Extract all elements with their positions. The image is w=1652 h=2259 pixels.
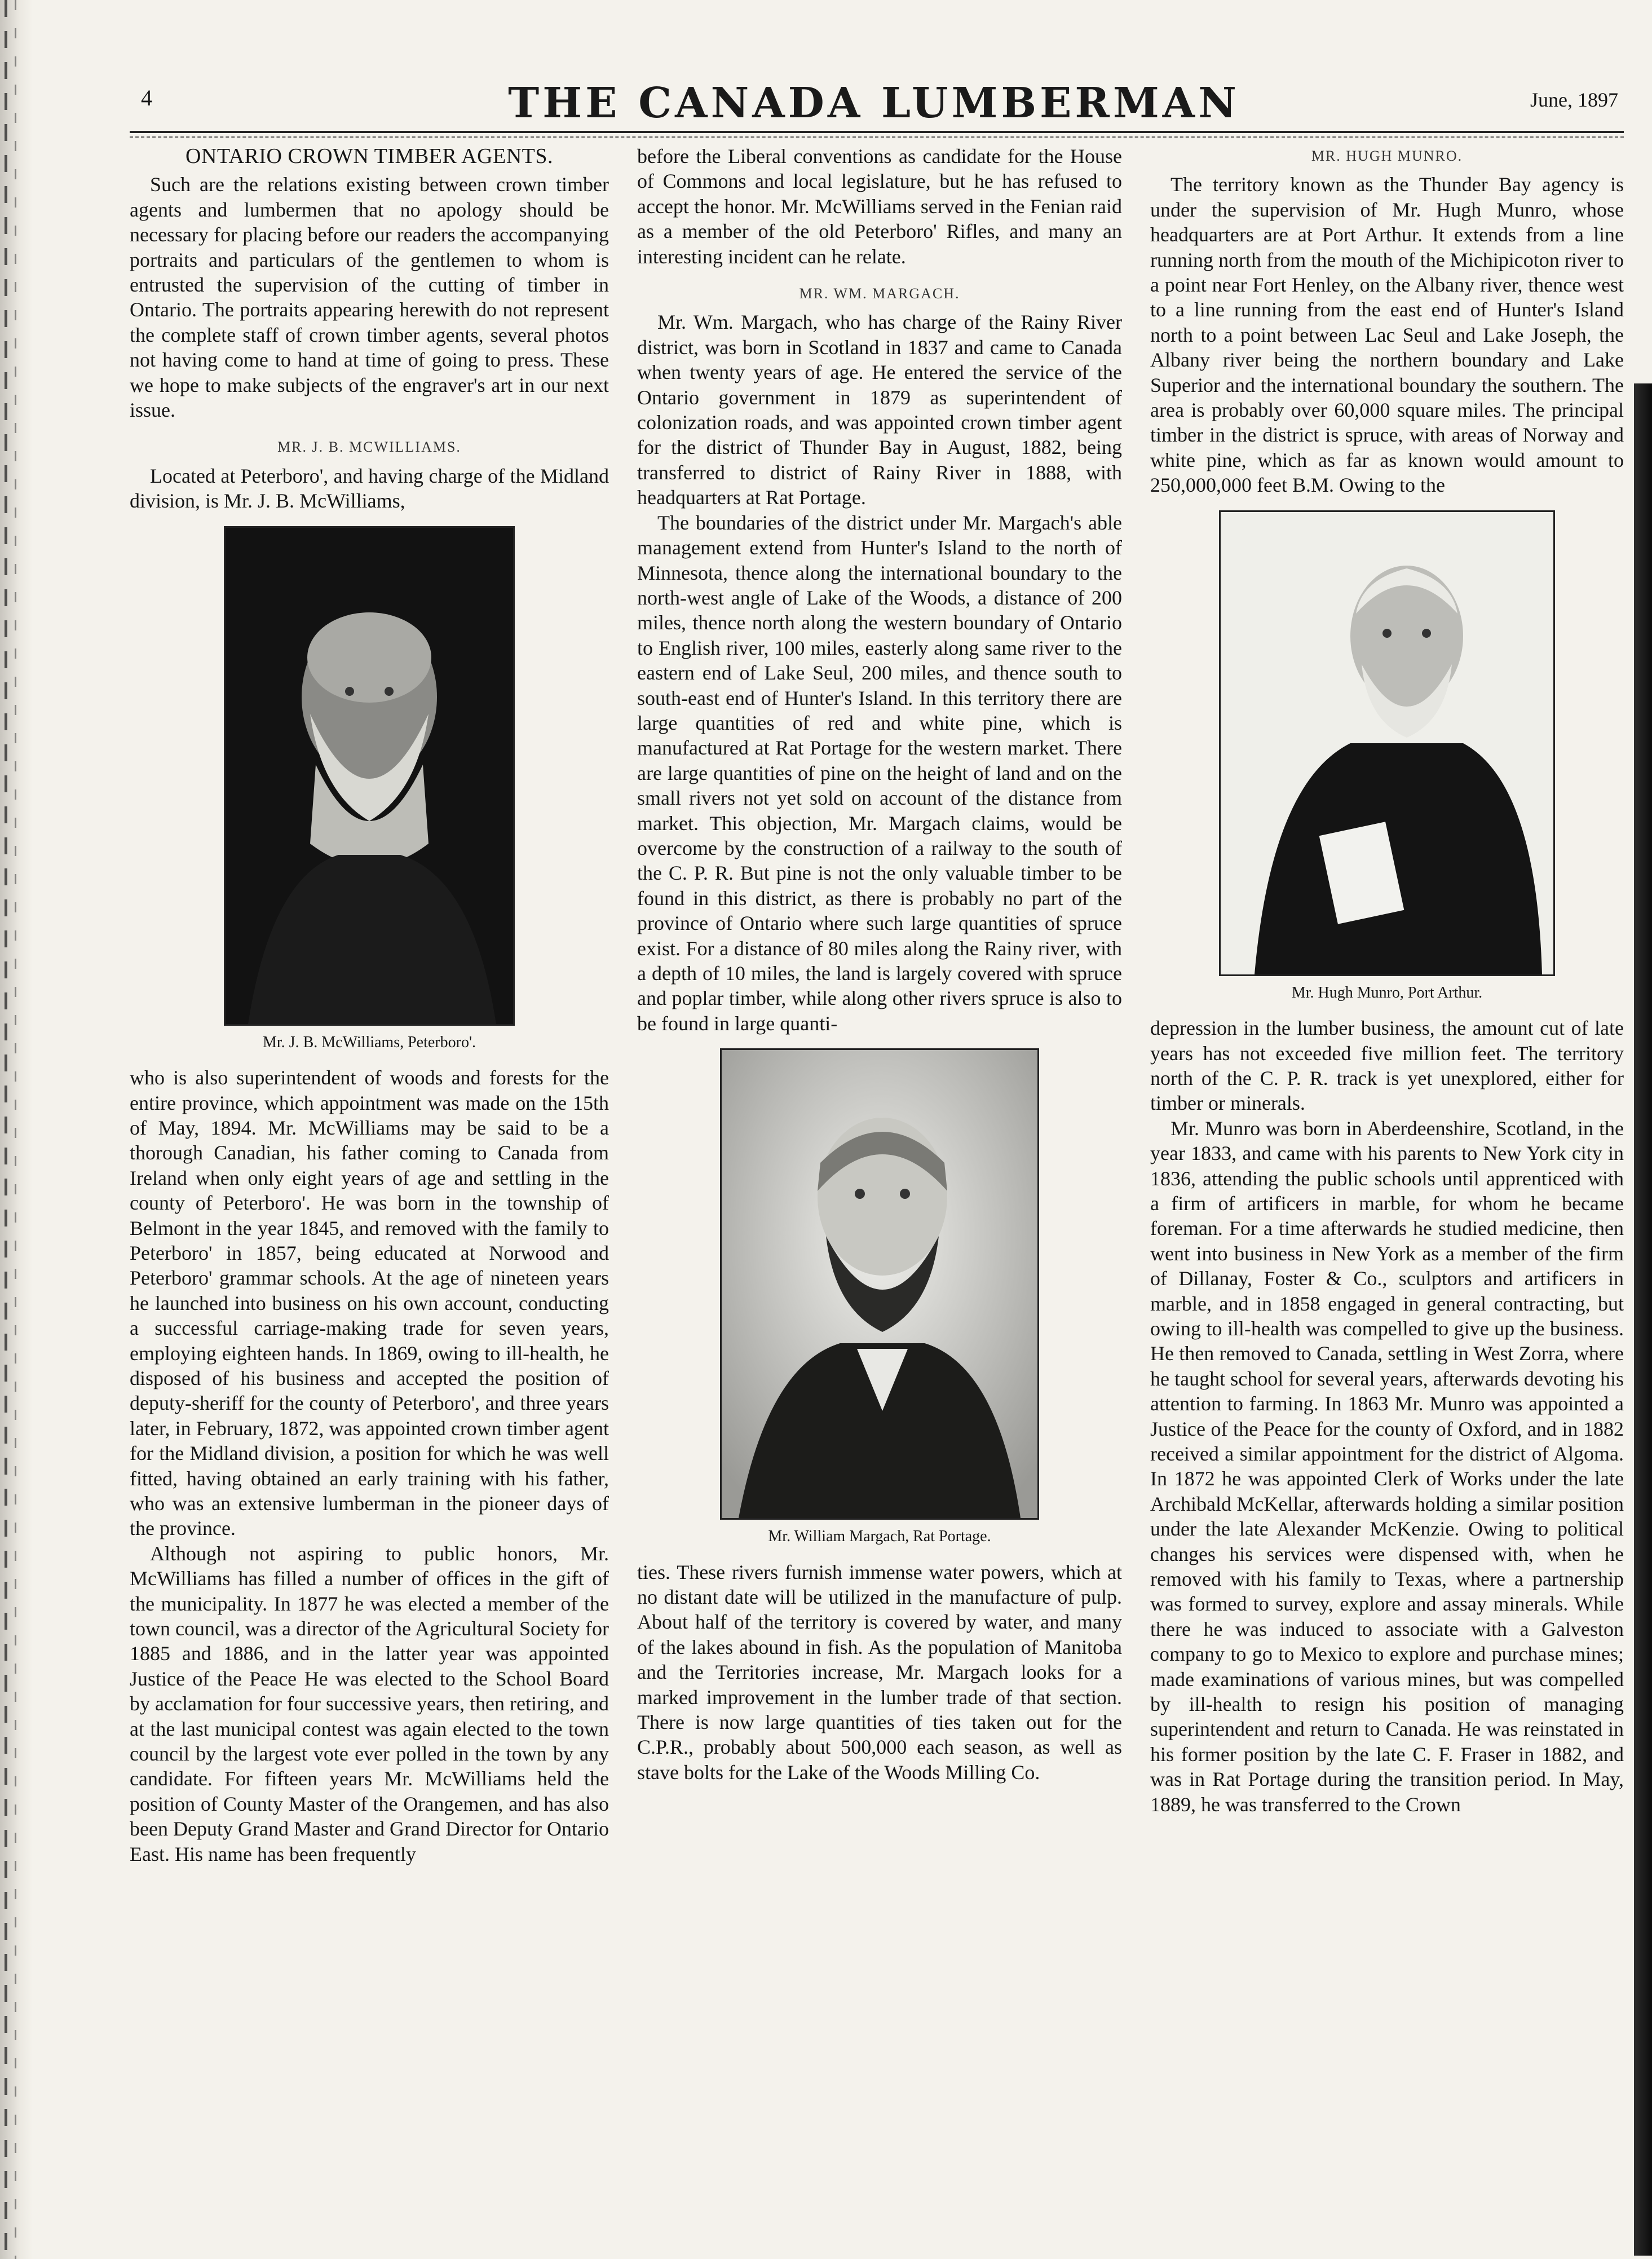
mcwilliams-heading: MR. J. B. MCWILLIAMS. [277, 439, 461, 456]
intro-paragraph: Such are the relations existing between crown timber agents and lumbermen that no apology should be necessary for placing before our readers the accompanying portraits and particulars of the gentlemen to whom is entrusted the supervision of the cutting of timber in Ontario. The portraits appearing herewith do not represent the complete staff of crown timber agents, several photos not having come to hand at time of going to press. These we hope to make subjects of the engraver's art in our next issue. [130, 173, 609, 422]
margach-paragraph-2: The boundaries of the district under Mr. Margach's able management extend from Hunter's Island to the north of Minnesota, thence along the international boundary to the north-west angle of Lake of the Woods, a distance of 200 miles, thence north along the western boundary of Ontario to English river, 100 miles, easterly along same river to the eastern end of Lake Seul, 200 miles, and thence south to south-east end of Hunter's Island. In this territory there are large quantities of red and white pine, which is manufactured at Rat Portage for the western market. There are large quantities of pine on the height of land and on the small rivers not yet sold on account of the distance from market. This objection, Mr. Margach claims, would be overcome by the construction of a railway to the south of the C. P. R. But pine is not the only valuable timber to be found in this district, as there is probably no part of the province of Ontario where such large quantities of spruce exist. For a distance of 80 miles along the Rainy river, with a depth of 10 miles, the land is largely covered with spruce and poplar timber, while along other rivers spruce is also to be found in large quanti- [637, 511, 1122, 1035]
munro-paragraph-3: Mr. Munro was born in Aberdeenshire, Scotland, in the year 1833, and came with his parents to New York city in 1836, attending the public schools until apprenticed with a firm of artificers in marble, for whom he became foreman. For a time afterwards he studied medicine, then went into business in New York as a member of the firm of Dillanay, Foster & Co., sculptors and artificers in marble, and in 1858 engaged in general contracting, but owing to ill-health was compelled to give up the business. He then removed to Canada, settling in West Zorra, where he taught school for several years, afterwards devoting his attention to farming. In 1863 Mr. Munro was appointed a Justice of the Peace for the county of Oxford, and in 1882 received a similar appointment for the district of Algoma. In 1872 he was appointed Clerk of Works under the late Archibald McKellar, afterwards holding a similar position under the late Alexander McKenzie. Owing to political changes his services were dispensed with, when he removed with his family to Texas, where a partnership was formed to survey, explore and assay minerals. While there he was induced to associate with a Galveston company to go to Mexico to explore and purchase mines; made examinations of various mines, but was compelled by ill-health to resign his position of managing superintendent and return to Canada. He was reinstated in his former position by the late C. F. Fraser in 1882, and was in Rat Portage during the transition period. In May, 1889, he was transferred to the Crown [1150, 1117, 1624, 1816]
binding-edge [0, 0, 33, 2259]
mcwilliams-paragraph-2: who is also superintendent of woods and forests for the entire province, which appointment was made on the 15th of May, 1894. Mr. McWilliams may be said to be a thorough Canadian, his father coming to Canada from Ireland when only eight years of age and settling in the county of Peterboro'. He was born in the township of Belmont in the year 1845, and removed with the family to Peterboro' in 1857, being educated at Norwood and Peterboro' grammar schools. At the age of nineteen years he launched into business on his own account, conducting a successful carriage-making trade for seven years, employing eighteen hands. In 1869, owing to ill-health, he disposed of his business and accepted the position of deputy-sheriff for the county of Peterboro', and three years later, in February, 1872, was appointed crown timber agent for the Midland division, a position for which he was well fitted, having obtained an early training with his father, who was an extensive lumberman in the pioneer days of the province. [130, 1066, 609, 1540]
munro-caption: Mr. Hugh Munro, Port Arthur. [1291, 983, 1483, 1001]
mcwilliams-paragraph-4: before the Liberal conventions as candidate for the House of Commons and local legislature, but he has refused to accept the honor. Mr. McWilliams served in the Fenian raid as a member of the old Peterboro' Rifles, and many an interesting incident can he relate. [637, 145, 1122, 268]
mcwilliams-paragraph-1: Located at Peterboro', and having charge of the Midland division, is Mr. J. B. McWilliams, [130, 464, 609, 513]
article-title: ONTARIO CROWN TIMBER AGENTS. [185, 144, 554, 168]
page-edge-shadow [1634, 383, 1652, 2256]
munro-portrait [1219, 510, 1555, 976]
column-1 [130, 144, 609, 2242]
margach-portrait [720, 1048, 1039, 1520]
mcwilliams-figure [130, 526, 609, 1055]
munro-paragraph-2: depression in the lumber business, the amount cut of late years has not exceeded five million feet. The territory north of the C. P. R. track is yet unexplored, either for timber or minerals. [1150, 1017, 1624, 1115]
header-rule [130, 131, 1624, 133]
munro-figure [1150, 510, 1624, 1005]
issue-date: June, 1897 [1530, 89, 1618, 111]
mcwilliams-portrait [224, 526, 515, 1026]
column-2 [637, 144, 1122, 2242]
munro-heading: MR. HUGH MUNRO. [1311, 148, 1463, 164]
page-number: 4 [141, 85, 152, 111]
header-rule-dashed [130, 136, 1624, 138]
munro-paragraph-1: The territory known as the Thunder Bay agency is under the supervision of Mr. Hugh Munro, whose headquarters are at Port Arthur. It extends from a line running north from the mouth of the Michipicoton river to a point near Fort Henley, on the Albany river, thence west to a line running from the east end of Hunter's Island north to a point between Lac Seul and Lake Joseph, the Albany river being the northern boundary and Lake Superior and the international boundary the southern. The area is probably over 60,000 square miles. The principal timber in the district is spruce, with areas of Norway and white pine, which as far as known would amount to 250,000,000 feet B.M. Owing to the [1150, 173, 1624, 497]
margach-paragraph-3: ties. These rivers furnish immense water powers, which at no distant date will be utilized in the manufacture of pulp. About half of the territory is covered by water, and many of the lakes abound in fish. As the population of Manitoba and the Territories increase, Mr. Margach looks for a marked improvement in the lumber trade of that section. There is now large quantities of ties taken out for the C.P.R., probably about 500,000 each season, as well as stave bolts for the Lake of the Woods Milling Co. [637, 1560, 1122, 1784]
column-3 [1150, 144, 1624, 2242]
masthead-title: THE CANADA LUMBERMAN [508, 79, 1240, 127]
margach-figure [637, 1048, 1122, 1549]
mcwilliams-caption: Mr. J. B. McWilliams, Peterboro'. [263, 1033, 476, 1051]
margach-caption: Mr. William Margach, Rat Portage. [768, 1528, 991, 1546]
margach-paragraph-1: Mr. Wm. Margach, who has charge of the Rainy River district, was born in Scotland in 1837 and came to Canada when twenty years of age. He entered the service of the Ontario government in 1879 as superintendent of colonization roads, and was appointed crown timber agent for the district of Thunder Bay in August, 1882, being transferred to district of Rainy River in 1888, with headquarters at Rat Portage. [637, 311, 1122, 509]
mcwilliams-paragraph-3: Although not aspiring to public honors, Mr. McWilliams has filled a number of offices in the gift of the municipality. In 1877 he was elected a member of the town council, was a director of the Agricultural Society for 1885 and 1886, and in the latter year was appointed Justice of the Peace He was elected to the School Board by acclamation for four successive years, then retiring, and at the last municipal contest was again elected to the town council by the largest vote ever polled in the town by any candidate. For fifteen years Mr. McWilliams held the position of County Master of the Orangemen, and has also been Deputy Grand Master and Grand Director for Ontario East. His name has been frequently [130, 1542, 609, 1865]
page-header [130, 79, 1618, 130]
margach-heading: MR. WM. MARGACH. [799, 285, 960, 302]
